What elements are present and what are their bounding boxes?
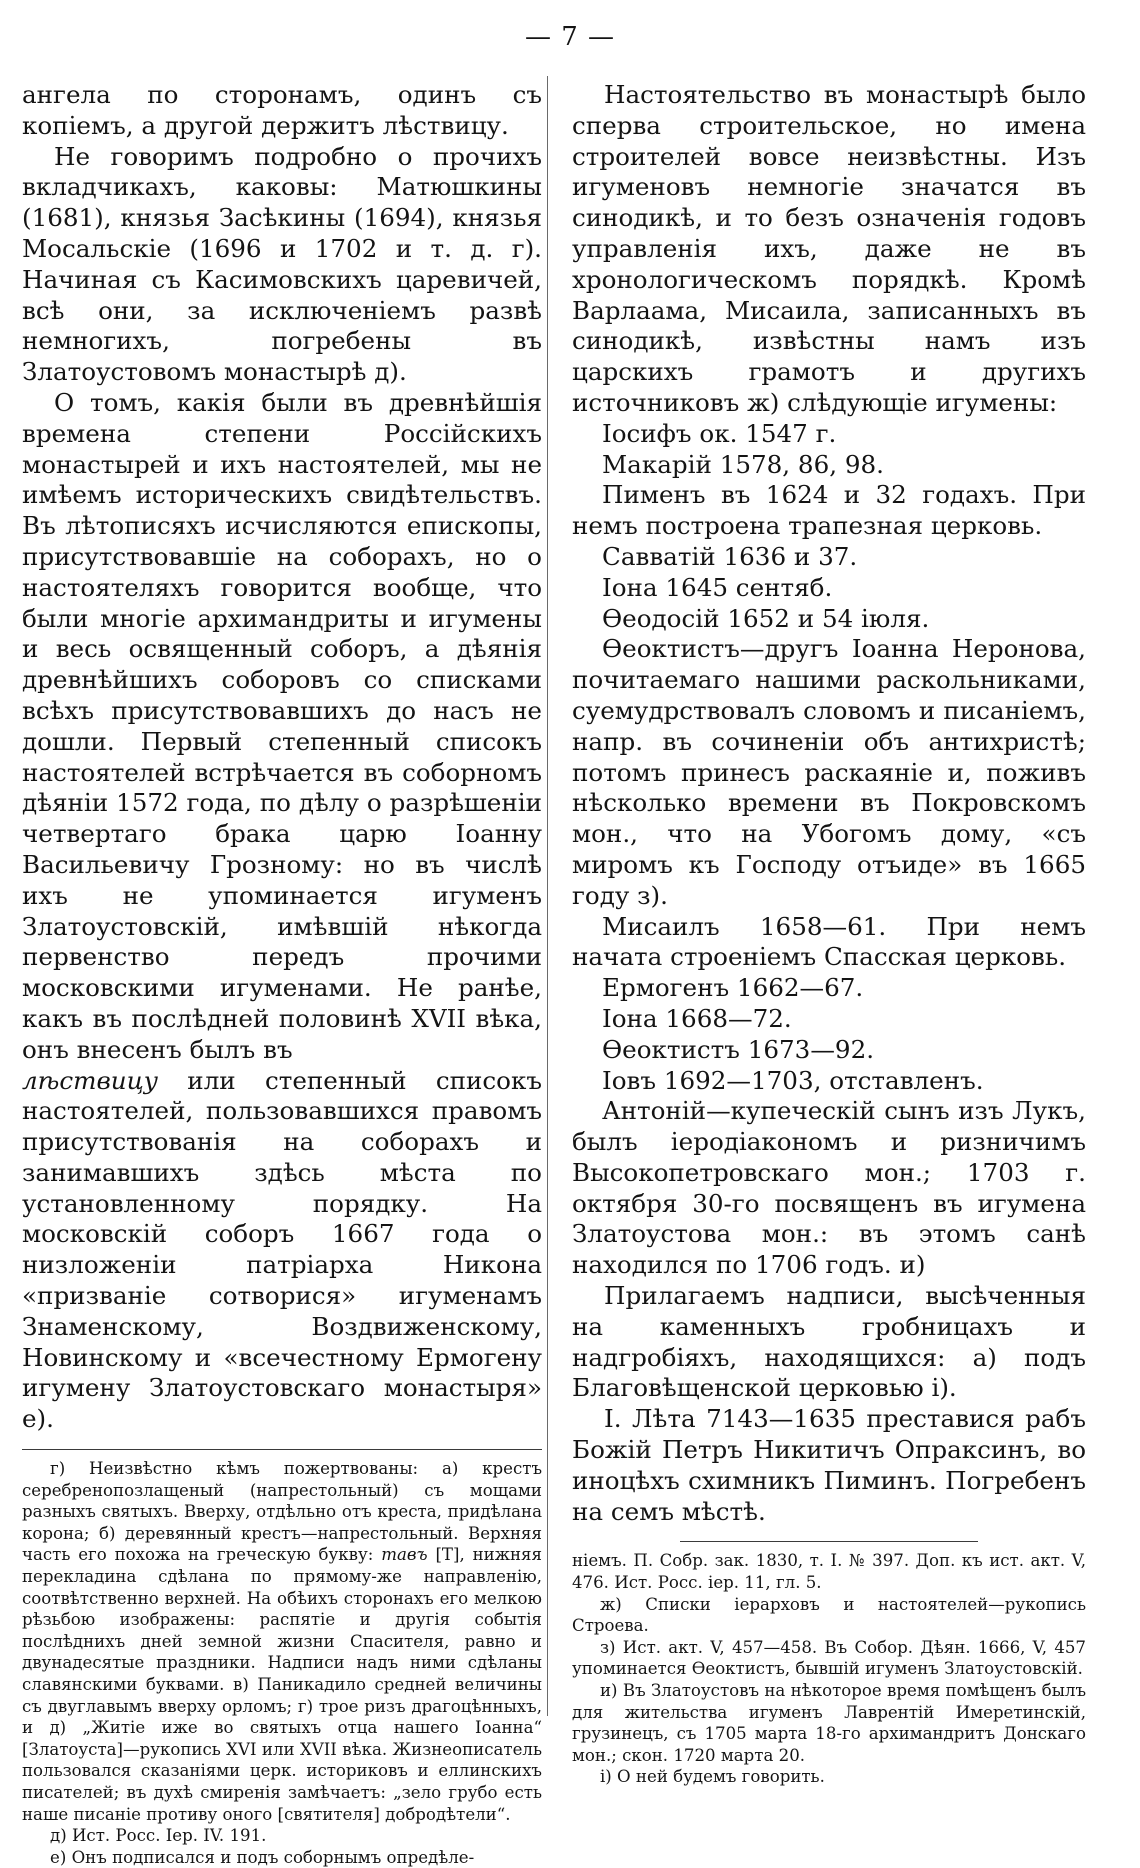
abbot-entry: Іона 1645 сентяб. bbox=[602, 572, 833, 602]
abbot-entry: Ѳеодосій 1652 и 54 іюля. bbox=[602, 603, 930, 633]
column-divider bbox=[547, 76, 548, 1716]
abbot-entry: Савватій 1636 и 37. bbox=[602, 541, 858, 571]
right-main-text bbox=[572, 80, 1086, 1527]
right-column bbox=[572, 80, 1086, 1788]
abbot-entry: Ѳеоктистъ 1673—92. bbox=[602, 1034, 875, 1064]
paragraph: Настоятельство въ монастырѣ было сперва строительское, но имена строителей вовсе неизвѣстны. Изъ игуменовъ немногіе значатся въ синодикѣ, и то безъ означенія годовъ управленія ихъ, даже не въ хронологическомъ порядкѣ. Кромѣ Варлаама, Мисаила, записанныхъ въ синодикѣ, извѣстны намъ изъ царскихъ грамотъ и другихъ источниковъ ж) слѣдующіе игумены: bbox=[572, 80, 1086, 417]
abbot-entry: Іосифъ ок. 1547 г. bbox=[602, 418, 837, 448]
abbot-entry: Ѳеоктистъ—другъ Іоанна Неронова, почитаемаго нашими раскольниками, суемудрствовалъ словомъ и писаніемъ, напр. въ сочиненіи объ антихристѣ; потомъ принесъ раскаяніе и, поживъ нѣсколько времени въ Покровскомъ мон., что на Убогомъ дому, «съ миромъ къ Господу отъиде» въ 1665 году з). bbox=[572, 634, 1086, 910]
footnote: ж) Списки іерарховъ и настоятелей—рукопись Строева. bbox=[572, 1594, 1086, 1636]
abbot-entry: Пименъ въ 1624 и 32 годахъ. При немъ построена трапезная церковь. bbox=[572, 480, 1086, 541]
paragraph: ангела по сторонамъ, одинъ съ копіемъ, а другой держитъ лѣствицу. bbox=[22, 80, 542, 140]
left-main-text bbox=[22, 80, 542, 1435]
inscription-paragraph: І. Лѣта 7143—1635 преставися рабъ Божій Петръ Никитичъ Опраксинъ, во иноцѣхъ схимникъ Пиминъ. Погребенъ на семъ мѣстѣ. bbox=[572, 1404, 1086, 1526]
footnote: ніемъ. П. Собр. зак. 1830, т. І. № 397. Доп. къ ист. акт. V, 476. Ист. Росс. іер. 11, гл. 5. bbox=[572, 1551, 1086, 1593]
paragraph: О томъ, какія были въ древнѣйшія времена степени Россійскихъ монастырей и ихъ настоятелей, мы не имѣемъ историческихъ свидѣтельствъ. Въ лѣтописяхъ исчисляются епископы, присутствовавшіе на соборахъ, но о настоятеляхъ говорится вообще, что были многіе архимандриты и игумены и весь освященный соборъ, а дѣянія древнѣйшихъ соборовъ со списками всѣхъ присутствовавшихъ до насъ не дошли. Первый степенный списокъ настоятелей встрѣчается въ соборномъ дѣяніи 1572 года, по дѣлу о разрѣшеніи четвертаго брака царю Іоанну Васильевичу Грозному: но въ числѣ ихъ не упоминается игуменъ Златоустовскій, имѣвшій нѣкогда первенство передъ прочими московскими игуменами. Не ранѣе, какъ въ послѣдней половинѣ XVII вѣка, онъ внесенъ былъ въ bbox=[22, 387, 542, 1064]
abbot-entry: Іона 1668—72. bbox=[602, 1003, 792, 1033]
footnote: і) О ней будемъ говорить. bbox=[600, 1767, 825, 1787]
footnote-divider bbox=[22, 1449, 542, 1450]
italic-term: тавъ bbox=[381, 1545, 428, 1565]
abbot-entry: Мисаилъ 1658—61. При немъ начата строеніемъ Спасская церковь. bbox=[572, 911, 1086, 972]
footnote-divider bbox=[680, 1541, 978, 1542]
footnote: е) Онъ подписался и подъ соборнымъ опредѣле- bbox=[50, 1847, 475, 1867]
paragraph: Прилагаемъ надписи, высѣченныя на каменныхъ гробницахъ и надгробіяхъ, находящихся: а) подъ Благовѣщенской церковью і). bbox=[572, 1281, 1086, 1403]
abbot-entry: Іовъ 1692—1703, отставленъ. bbox=[602, 1065, 984, 1095]
footnote: и) Въ Златоустовъ на нѣкоторое время помѣщенъ былъ для жительства игуменъ Лаврентій Имеретинскій, грузинецъ, съ 1705 марта 18-го архимандритъ Донскаго мон.; скон. 1720 марта 20. bbox=[572, 1681, 1086, 1765]
footnote: д) Ист. Росс. Іер. IV. 191. bbox=[50, 1826, 267, 1846]
page-number: — 7 — bbox=[524, 22, 616, 52]
abbot-entry: Макарій 1578, 86, 98. bbox=[602, 449, 884, 479]
footnote bbox=[22, 1458, 542, 1825]
italic-term: лѣствицу bbox=[22, 1065, 159, 1095]
left-footnotes bbox=[22, 1458, 542, 1868]
footnote-text: [Т], нижняя перекладина сдѣлана по прямому-же направленію, соотвѣтственно верхней. На обѣихъ сторонахъ его мелкою рѣзьбою изображены: распятіе и другія событія послѣднихъ дней земной жизни Спасителя, равно и двунадесятые праздники. Надписи надъ ними сдѣланы славянскими буквами. в) Паникадило средней величины съ двуглавымъ вверху орломъ; г) трое ризъ драгоцѣнныхъ, и д) „Житіе иже во святыхъ отца нашего Іоанна“ [Златоуста]—рукопись XVI или XVII вѣка. Жизнеописатель пользовался сказаніями церк. историковъ и еллинскихъ писателей; въ духѣ смиренія замѣчаетъ: „зело грубо есть наше писаніе противу оного [святителя] добродѣтели“. bbox=[22, 1545, 542, 1824]
abbot-entry: Антоній—купеческій сынъ изъ Лукъ, былъ іеродіакономъ и ризничимъ Высокопетровскаго мон.; 1703 г. октября 30-го посвященъ въ игумена Златоустова мон.: въ этомъ санѣ находился по 1706 годъ. и) bbox=[572, 1096, 1086, 1280]
abbot-entry: Ермогенъ 1662—67. bbox=[602, 973, 864, 1003]
left-column bbox=[22, 80, 542, 1868]
right-footnotes bbox=[572, 1550, 1086, 1788]
footnote-text: г) Неизвѣстно кѣмъ пожертвованы: а) крестъ серебренопозлащеный (напрестольный) съ мощами разныхъ святыхъ. Вверху, отдѣльно отъ креста, придѣлана корона; б) деревянный крестъ—напрестольный. Верхняя часть его похожа на греческую букву: bbox=[22, 1459, 542, 1565]
footnote: з) Ист. акт. V, 457—458. Въ Собор. Дѣян. 1666, V, 457 упоминается Ѳеоктистъ, бывшій игуменъ Златоустовскій. bbox=[572, 1637, 1086, 1679]
paragraph-text: или степенный списокъ настоятелей, пользовавшихся правомъ присутствованія на соборахъ и занимавшихъ здѣсь мѣста по установленному порядку. На московскій соборъ 1667 года о низложеніи патріарха Никона «призваніе сотворися» игуменамъ Знаменскому, Воздвиженскому, Новинскому и «всечестному Ермогену игумену Златоустовскаго монастыря» е). bbox=[22, 1065, 542, 1434]
paragraph-with-italic bbox=[22, 1066, 542, 1436]
paragraph: Не говоримъ подробно о прочихъ вкладчикахъ, каковы: Матюшкины (1681), князья Засѣкины (1694), князья Мосальскіе (1696 и 1702 и т. д. г). Начиная съ Касимовскихъ царевичей, всѣ они, за исключеніемъ развѣ немногихъ, погребены въ Златоустовомъ монастырѣ д). bbox=[22, 141, 542, 387]
